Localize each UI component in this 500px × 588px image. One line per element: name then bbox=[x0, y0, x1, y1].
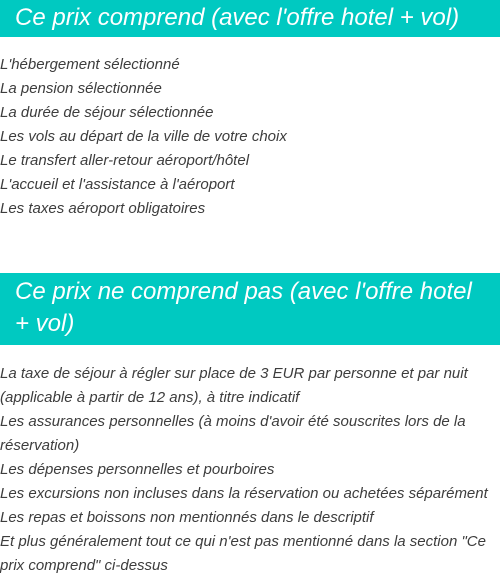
list-item: La taxe de séjour à régler sur place de 3 EUR par personne et par nuit (applicable à partir de 12 ans), à titre indicatif bbox=[0, 365, 468, 406]
included-section-title: Ce prix comprend (avec l'offre hotel + vol) bbox=[0, 0, 500, 37]
list-item: Les dépenses personnelles et pourboires bbox=[0, 461, 275, 478]
list-item: Les assurances personnelles (à moins d'avoir été souscrites lors de la réservation) bbox=[0, 413, 466, 454]
list-item: Le transfert aller-retour aéroport/hôtel bbox=[0, 152, 250, 169]
list-item: La durée de séjour sélectionnée bbox=[0, 104, 214, 121]
list-item: L'accueil et l'assistance à l'aéroport bbox=[0, 176, 235, 193]
list-item: L'hébergement sélectionné bbox=[0, 56, 180, 73]
list-item: Et plus généralement tout ce qui n'est pas mentionné dans la section "Ce prix comprend" ci-dessus bbox=[0, 533, 486, 574]
excluded-list bbox=[0, 362, 500, 578]
list-item: Les vols au départ de la ville de votre choix bbox=[0, 128, 287, 145]
list-item: Les excursions non incluses dans la réservation ou achetées séparément bbox=[0, 485, 488, 502]
list-item: La pension sélectionnée bbox=[0, 80, 162, 97]
list-item: Les repas et boissons non mentionnés dans le descriptif bbox=[0, 509, 374, 526]
excluded-section-title: Ce prix ne comprend pas (avec l'offre hotel + vol) bbox=[0, 273, 500, 345]
list-item: Les taxes aéroport obligatoires bbox=[0, 200, 206, 217]
included-list bbox=[0, 53, 500, 221]
